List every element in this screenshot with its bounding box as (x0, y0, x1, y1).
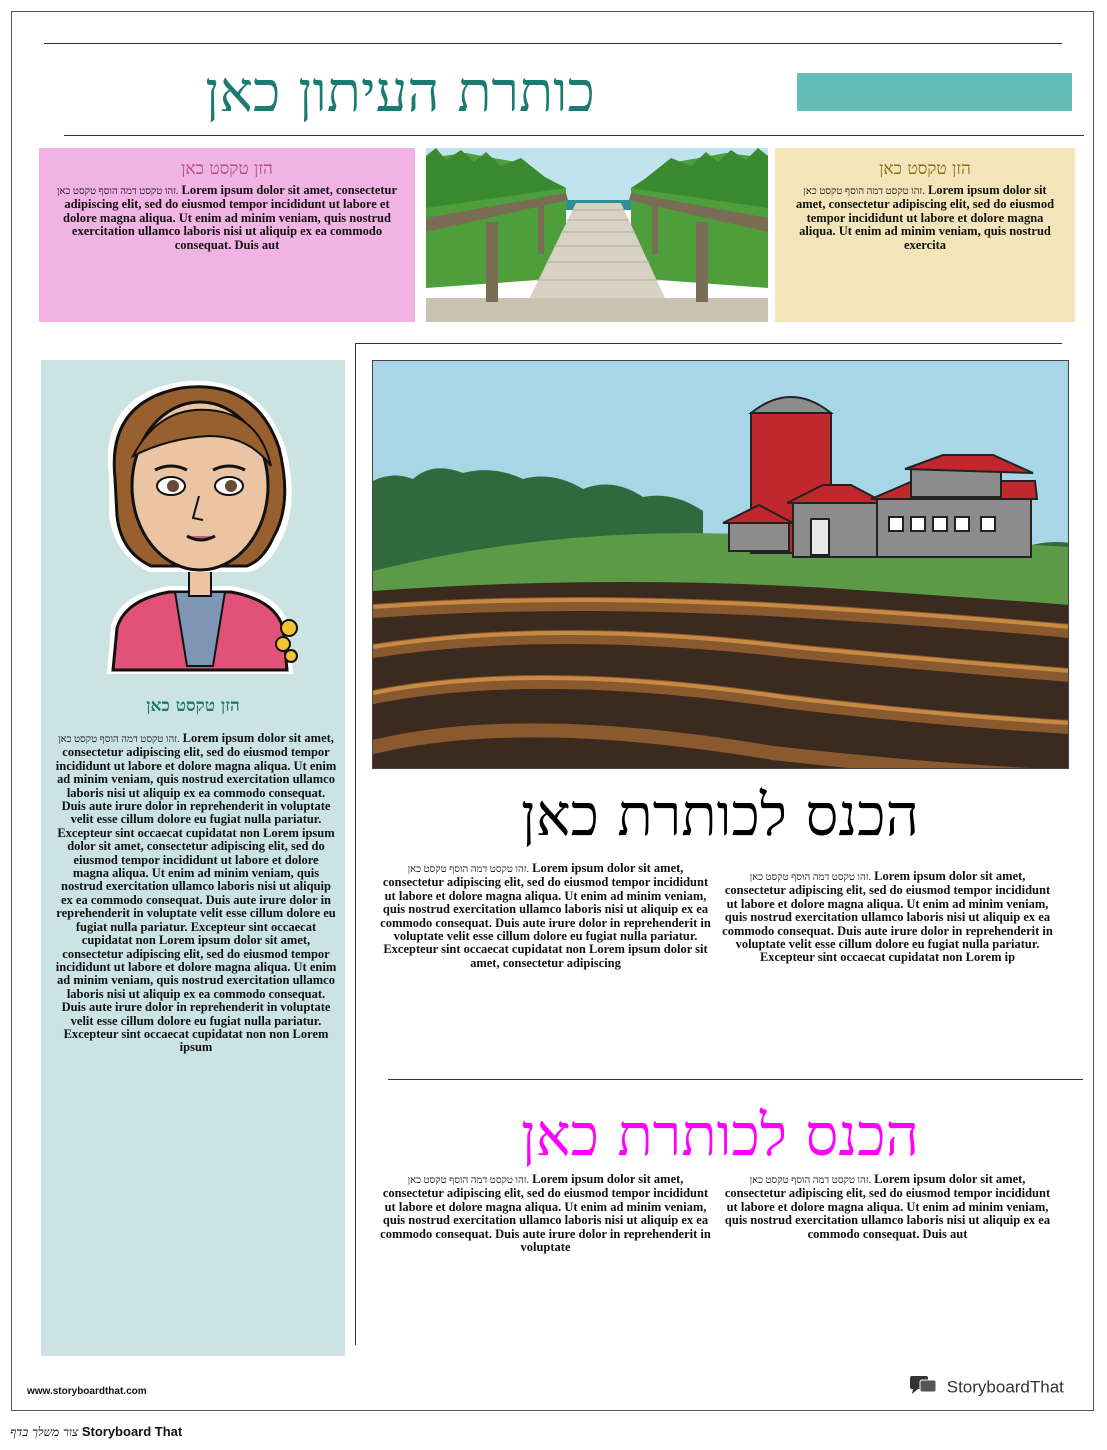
article1-right-body: Lorem ipsum dolor sit amet, consectetur adipiscing elit, sed do eiusmod tempor incididunt ut labore et dolore magna aliqua. Ut enim ad minim veniam, quis nostrud exercitation ullamco laboris nisi ut aliquip ex ea commodo consequat. Duis aute irure dolor in reprehenderit in voluptate velit esse cillum dolore eu fugiat nulla pariatur. Excepteur sint occaecat cupidatat non Lorem ip (722, 869, 1053, 965)
article2-left-body: Lorem ipsum dolor sit amet, consectetur adipiscing elit, sed do eiusmod tempor incididunt ut labore et dolore magna aliqua. Ut enim ad minim veniam, quis nostrud exercitation ullamco laboris nisi ut aliquip ex ea commodo consequat. Duis aute irure dolor in reprehenderit in voluptate (380, 1172, 711, 1255)
article2-right-body: Lorem ipsum dolor sit amet, consectetur adipiscing elit, sed do eiusmod tempor incididunt ut labore et dolore magna aliqua. Ut enim ad minim veniam, quis nostrud exercitation ullamco laboris nisi ut aliquip ex ea commodo consequat. Duis aut (724, 1172, 1051, 1241)
top-left-heading: הזן טקסט כאן (181, 159, 273, 179)
top-left-body-text: Lorem ipsum dolor sit amet, consectetur adipiscing elit, sed do eiusmod tempor incididunt ut labore et dolore magna aliqua. Ut enim ad minim veniam, quis nostrud exercitation ullamco laboris nisi ut aliquip ex ea commodo consequat. Duis aut (63, 183, 398, 252)
top-right-heading: הזן טקסט כאן (879, 159, 971, 179)
reporter-avatar (89, 366, 311, 674)
main-area-rule (355, 343, 1062, 344)
top-left-hebrew-filler: זהו טקסט דמה הוסף טקסט כאן. (56, 186, 179, 197)
top-right-hebrew-filler: זהו טקסט דמה הוסף טקסט כאן. (803, 186, 925, 197)
sidebar-heading[interactable]: הזן טקסט כאן (146, 696, 240, 716)
top-left-textbox[interactable] (39, 148, 415, 322)
footer-url[interactable]: www.storyboardthat.com (27, 1386, 147, 1397)
article1-headline[interactable]: הכנס לכותרת כאן (521, 781, 919, 849)
article2-col-left[interactable] (378, 1173, 713, 1254)
credit-line (10, 1424, 182, 1440)
top-right-body (789, 184, 1061, 252)
article1-left-body: Lorem ipsum dolor sit amet, consectetur adipiscing elit, sed do eiusmod tempor incididunt ut labore et dolore magna aliqua. Ut enim ad minim veniam, quis nostrud exercitation ullamco laboris nisi ut aliquip ex ea commodo consequat. Duis aute irure dolor in reprehenderit in voluptate velit esse cillum dolore eu fugiat nulla pariatur. Excepteur sint occaecat cupidatat non Lorem ipsum dolor sit amet, consectetur adipiscing (380, 861, 711, 970)
article1-col-left[interactable] (378, 862, 713, 970)
top-left-body (53, 184, 401, 252)
teal-accent-bar (797, 73, 1072, 111)
article2-headline[interactable]: הכנס לכותרת כאן (521, 1101, 919, 1169)
farm-image (372, 360, 1069, 769)
credit-brand[interactable]: Storyboard That (81, 1424, 183, 1439)
top-rule (44, 43, 1062, 44)
sidebar-body-text: Lorem ipsum dolor sit amet, consectetur adipiscing elit, sed do eiusmod tempor incididunt ut labore et dolore magna aliqua. Ut enim ad minim veniam, quis nostrud exercitation ullamco laboris nisi ut aliquip ex ea commodo consequat. Duis aute irure dolor in reprehenderit in voluptate velit esse cillum dolore eu fugiat nulla pariatur. Excepteur sint occaecat cupidatat non Lorem ipsum dolor sit amet, consectetur adipiscing elit, sed do eiusmod tempor incididunt ut labore et dolore magna aliqua. Ut enim ad minim veniam, quis nostrud exercitation ullamco laboris nisi ut aliquip ex ea commodo consequat. Duis aute irure dolor in reprehenderit in voluptate velit esse cillum dolore eu fugiat nulla pariatur. Excepteur sint occaecat cupidatat non Lorem ipsum dolor sit amet, consectetur adipiscing elit, sed do eiusmod tempor incididunt ut labore et dolore magna aliqua. Ut enim ad minim veniam, quis nostrud exercitation ullamco laboris nisi ut aliquip ex ea commodo consequat. Duis aute irure dolor in reprehenderit in voluptate velit esse cillum dolore eu fugiat nulla pariatur. Excepteur sint occaecat cupidatat non non Lorem ipsum (55, 731, 337, 1055)
storyboardthat-logo[interactable] (908, 1374, 1083, 1400)
logo-text: StoryboardThat (946, 1377, 1064, 1397)
top-right-textbox[interactable] (775, 148, 1075, 322)
article1-left-hebrew-filler: זהו טקסט דמה הוסף טקסט כאן. (407, 864, 530, 875)
article1-col-right[interactable] (720, 870, 1055, 965)
article2-rule (388, 1079, 1083, 1080)
article1-right-hebrew-filler: זהו טקסט דמה הוסף טקסט כאן. (749, 872, 872, 883)
newspaper-title[interactable]: כותרת העיתון כאן (205, 60, 595, 125)
sidebar-hebrew-filler: זהו טקסט דמה הוסף טקסט כאן. (58, 734, 180, 745)
credit-hebrew: צור משלך בדף (10, 1425, 79, 1439)
article2-left-hebrew-filler: זהו טקסט דמה הוסף טקסט כאן. (407, 1175, 530, 1186)
sidebar-panel (41, 360, 345, 1356)
sidebar-body[interactable] (55, 732, 337, 1055)
boardwalk-image (426, 148, 768, 322)
article2-col-right[interactable] (720, 1173, 1055, 1241)
masthead-rule (64, 135, 1084, 136)
speech-bubble-icon (908, 1374, 938, 1401)
column-divider (355, 343, 356, 1345)
top-right-body-text: Lorem ipsum dolor sit amet, consectetur adipiscing elit, sed do eiusmod tempor incididunt ut labore et dolore magna aliqua. Ut enim ad minim veniam, quis nostrud exercita (795, 183, 1055, 252)
article2-right-hebrew-filler: זהו טקסט דמה הוסף טקסט כאן. (749, 1175, 872, 1186)
